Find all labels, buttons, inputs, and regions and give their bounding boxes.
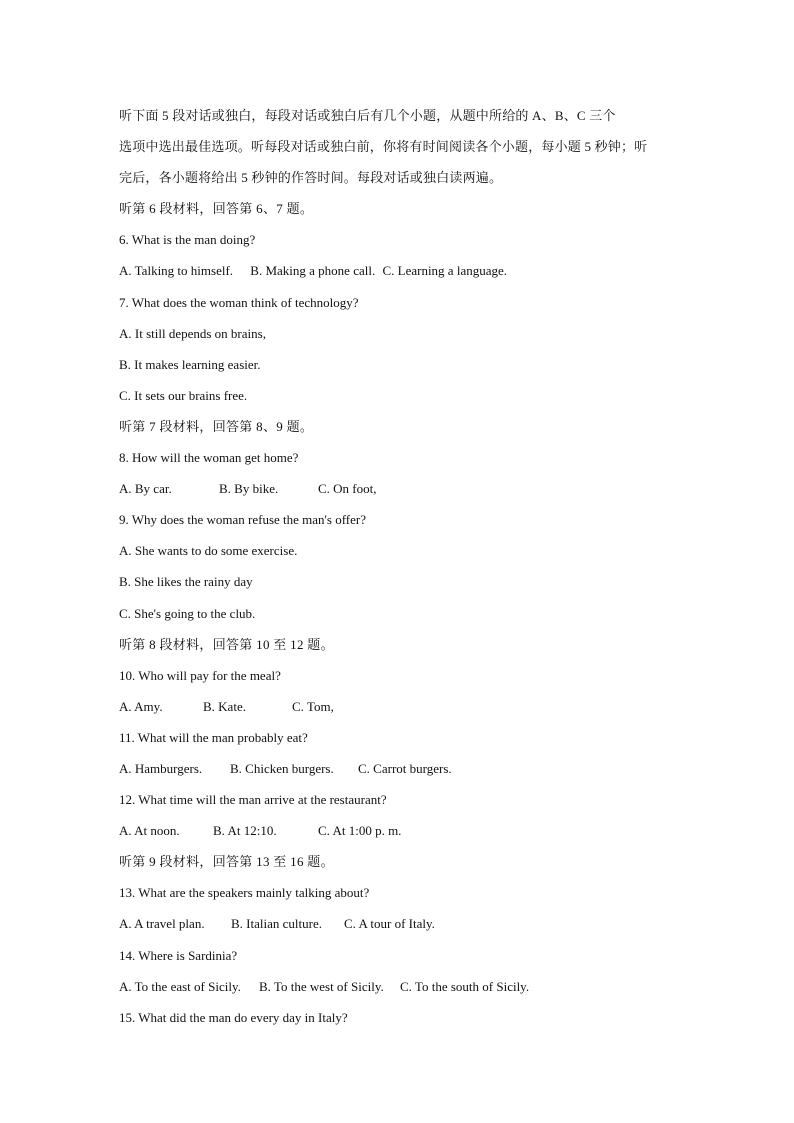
question-stem: 14. Where is Sardinia? [119,947,238,963]
option-c: C. It sets our brains free. [119,387,248,403]
option-row [119,473,679,504]
option-row [119,971,679,1002]
option-c: C. Tom, [292,698,334,714]
option-row [119,815,679,846]
option-a: A. Amy. [119,698,163,714]
question-stem: 10. Who will pay for the meal? [119,667,281,683]
section-heading: 听第 6 段材料，回答第 6、7 题。 [119,201,314,217]
option-c: C. She's going to the club. [119,605,256,621]
option-c: C. To the south of Sicily. [400,978,530,994]
option-b: B. At 12:10. [213,823,277,839]
option-c: C. Carrot burgers. [358,760,452,776]
instructions-line-3: 完后，各小题将给出 5 秒钟的作答时间。每段对话或独白读两遍。 [119,170,503,186]
option-c: C. On foot, [318,481,377,497]
option-b: B. Making a phone call. [250,263,376,279]
option-a: A. A travel plan. [119,916,205,932]
instructions-line-2: 选项中选出最佳选项。听每段对话或独白前，你将有时间阅读各个小题，每小题 5 秒钟；听 [119,139,648,155]
option-row [119,691,679,722]
section-heading: 听第 7 段材料，回答第 8、9 题。 [119,418,314,434]
option-b: B. It makes learning easier. [119,356,261,372]
option-a: A. To the east of Sicily. [119,978,241,994]
option-a: A. She wants to do some exercise. [119,543,298,559]
option-c: C. At 1:00 p. m. [318,823,402,839]
option-b: B. She likes the rainy day [119,574,253,590]
instructions-line-1: 听下面 5 段对话或独白，每段对话或独白后有几个小题，从题中所给的 A、B、C 三个 [119,108,616,123]
question-stem: 11. What will the man probably eat? [119,729,308,745]
option-a: A. At noon. [119,823,180,839]
section-heading: 听第 9 段材料，回答第 13 至 16 题。 [119,854,334,870]
option-b: B. Chicken burgers. [230,760,334,776]
option-b: B. By bike. [219,481,279,497]
question-stem: 7. What does the woman think of technology? [119,294,359,310]
option-b: B. To the west of Sicily. [259,978,384,994]
option-row [119,753,679,784]
question-stem: 12. What time will the man arrive at the restaurant? [119,792,387,808]
option-a: A. Hamburgers. [119,760,203,776]
option-c: C. Learning a language. [382,263,508,279]
option-row [119,255,679,286]
option-row [119,908,679,939]
option-c: C. A tour of Italy. [344,916,435,932]
question-stem: 6. What is the man doing? [119,232,256,248]
question-stem: 15. What did the man do every day in Italy? [119,1009,348,1025]
section-heading: 听第 8 段材料，回答第 10 至 12 题。 [119,636,334,652]
document-content [119,100,679,1033]
question-stem: 9. Why does the woman refuse the man's offer? [119,512,366,528]
question-stem: 13. What are the speakers mainly talking about? [119,885,370,901]
question-stem: 8. How will the woman get home? [119,450,299,466]
option-a: A. By car. [119,481,172,497]
option-b: B. Kate. [203,698,246,714]
option-a: A. It still depends on brains, [119,325,266,341]
option-b: B. Italian culture. [231,916,322,932]
option-a: A. Talking to himself. [119,263,234,279]
